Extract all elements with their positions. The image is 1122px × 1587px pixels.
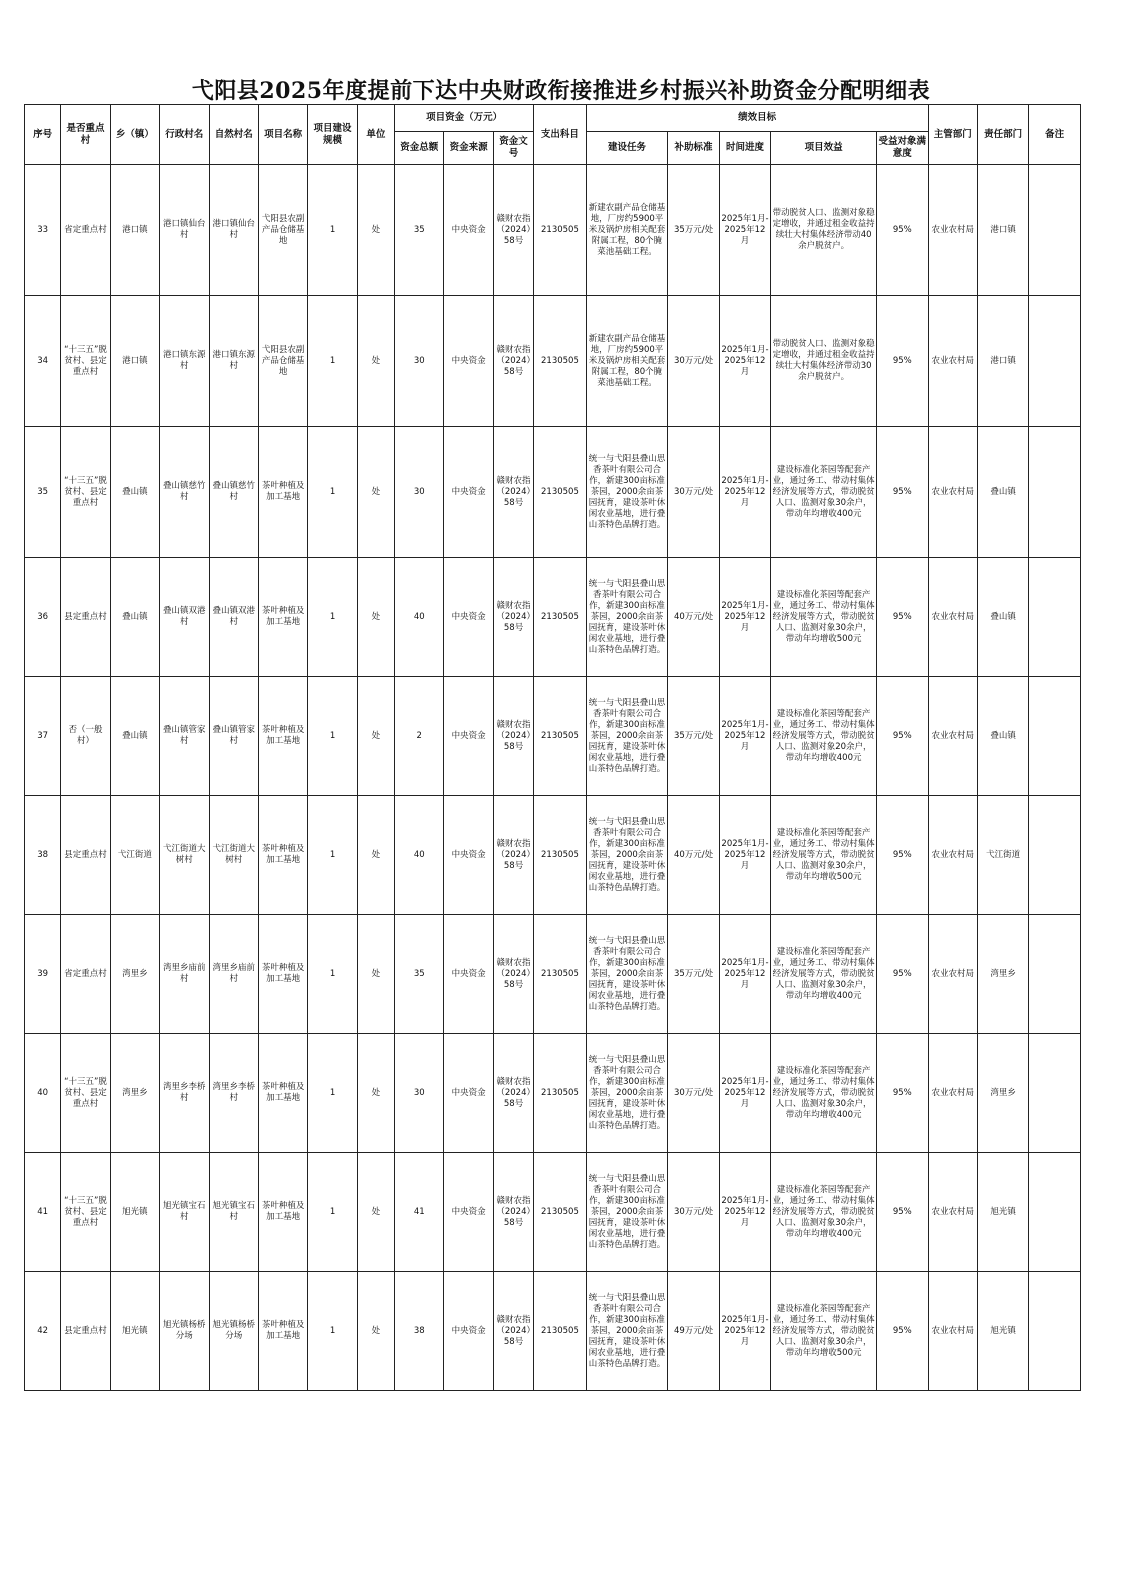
cell-key-village: “十三五”脱贫村、县定重点村 <box>61 1153 110 1272</box>
cell-dept-main: 农业农村局 <box>928 1272 977 1391</box>
cell-scale: 1 <box>308 915 357 1034</box>
cell-satisfaction: 95% <box>877 915 928 1034</box>
cell-task: 统一与弋阳县叠山思香茶叶有限公司合作，新建300亩标准茶园，2000余亩茶园抚育，建设茶叶休闲农业基地，进行叠山茶特色品牌打造。 <box>586 796 668 915</box>
cell-key-village: “十三五”脱贫村、县定重点村 <box>61 427 110 558</box>
cell-schedule: 2025年1月-2025年12月 <box>719 1153 770 1272</box>
cell-fund-source: 中央资金 <box>444 558 493 677</box>
table-row <box>25 296 1081 427</box>
cell-scale: 1 <box>308 1272 357 1391</box>
cell-unit: 处 <box>357 796 394 915</box>
cell-unit: 处 <box>357 1272 394 1391</box>
header-benefit: 项目效益 <box>771 132 877 165</box>
cell-dept-resp: 弋江街道 <box>977 796 1028 915</box>
cell-satisfaction: 95% <box>877 1272 928 1391</box>
cell-dept-main: 农业农村局 <box>928 165 977 296</box>
cell-satisfaction: 95% <box>877 1034 928 1153</box>
cell-schedule: 2025年1月-2025年12月 <box>719 677 770 796</box>
cell-natural-village: 叠山镇管家村 <box>209 677 258 796</box>
header-task: 建设任务 <box>586 132 668 165</box>
cell-natural-village: 湾里乡庙前村 <box>209 915 258 1034</box>
cell-schedule: 2025年1月-2025年12月 <box>719 296 770 427</box>
cell-fund-source: 中央资金 <box>444 796 493 915</box>
cell-fund-doc: 赣财农指（2024）58号 <box>493 915 533 1034</box>
cell-subject: 2130505 <box>534 1034 586 1153</box>
cell-seq: 37 <box>25 677 61 796</box>
cell-scale: 1 <box>308 558 357 677</box>
cell-benefit: 建设标准化茶园等配套产业，通过务工、带动村集体经济发展等方式，带动脱贫人口、监测对象30余户，带动年均增收500元 <box>771 1272 877 1391</box>
header-dept-main: 主管部门 <box>928 105 977 165</box>
cell-task: 统一与弋阳县叠山思香茶叶有限公司合作，新建300亩标准茶园，2000余亩茶园抚育，建设茶叶休闲农业基地，进行叠山茶特色品牌打造。 <box>586 1034 668 1153</box>
cell-admin-village: 旭光镇宝石村 <box>160 1153 209 1272</box>
cell-fund-total: 40 <box>395 558 444 677</box>
cell-note <box>1029 558 1081 677</box>
cell-fund-source: 中央资金 <box>444 296 493 427</box>
cell-benefit: 建设标准化茶园等配套产业，通过务工、带动村集体经济发展等方式，带动脱贫人口、监测对象30余户，带动年均增收400元 <box>771 427 877 558</box>
cell-project-name: 茶叶种植及加工基地 <box>258 1272 307 1391</box>
cell-benefit: 建设标准化茶园等配套产业，通过务工、带动村集体经济发展等方式，带动脱贫人口、监测对象30余户，带动年均增收500元 <box>771 558 877 677</box>
cell-township: 港口镇 <box>110 296 159 427</box>
cell-unit: 处 <box>357 558 394 677</box>
cell-key-village: 县定重点村 <box>61 796 110 915</box>
cell-dept-resp: 港口镇 <box>977 165 1028 296</box>
cell-fund-doc: 赣财农指（2024）58号 <box>493 677 533 796</box>
allocation-table <box>24 104 1081 1391</box>
cell-note <box>1029 1034 1081 1153</box>
cell-subject: 2130505 <box>534 165 586 296</box>
cell-benefit: 建设标准化茶园等配套产业，通过务工、带动村集体经济发展等方式，带动脱贫人口、监测对象30余户，带动年均增收400元 <box>771 1034 877 1153</box>
cell-satisfaction: 95% <box>877 677 928 796</box>
cell-standard: 30万元/处 <box>668 427 719 558</box>
header-dept-resp: 责任部门 <box>977 105 1028 165</box>
cell-note <box>1029 165 1081 296</box>
cell-dept-resp: 叠山镇 <box>977 427 1028 558</box>
cell-project-name: 茶叶种植及加工基地 <box>258 796 307 915</box>
cell-admin-village: 湾里乡庙前村 <box>160 915 209 1034</box>
cell-schedule: 2025年1月-2025年12月 <box>719 558 770 677</box>
cell-township: 湾里乡 <box>110 915 159 1034</box>
cell-project-name: 茶叶种植及加工基地 <box>258 427 307 558</box>
cell-natural-village: 叠山镇慈竹村 <box>209 427 258 558</box>
cell-benefit: 建设标准化茶园等配套产业，通过务工、带动村集体经济发展等方式，带动脱贫人口、监测对象30余户，带动年均增收400元 <box>771 915 877 1034</box>
cell-task: 统一与弋阳县叠山思香茶叶有限公司合作，新建300亩标准茶园，2000余亩茶园抚育，建设茶叶休闲农业基地，进行叠山茶特色品牌打造。 <box>586 558 668 677</box>
cell-task: 新建农副产品仓储基地，厂房约5900平米及锅炉房相关配套附属工程，80个腌菜池基础工程。 <box>586 296 668 427</box>
cell-fund-total: 40 <box>395 796 444 915</box>
cell-note <box>1029 677 1081 796</box>
table-row <box>25 1034 1081 1153</box>
cell-task: 统一与弋阳县叠山思香茶叶有限公司合作，新建300亩标准茶园，2000余亩茶园抚育，建设茶叶休闲农业基地，进行叠山茶特色品牌打造。 <box>586 1153 668 1272</box>
cell-scale: 1 <box>308 1153 357 1272</box>
cell-standard: 30万元/处 <box>668 1034 719 1153</box>
cell-seq: 41 <box>25 1153 61 1272</box>
cell-dept-resp: 旭光镇 <box>977 1272 1028 1391</box>
cell-project-name: 茶叶种植及加工基地 <box>258 1034 307 1153</box>
cell-dept-resp: 旭光镇 <box>977 1153 1028 1272</box>
cell-fund-source: 中央资金 <box>444 165 493 296</box>
cell-unit: 处 <box>357 1034 394 1153</box>
cell-seq: 40 <box>25 1034 61 1153</box>
cell-fund-doc: 赣财农指（2024）58号 <box>493 427 533 558</box>
cell-project-name: 弋阳县农副产品仓储基地 <box>258 296 307 427</box>
cell-standard: 35万元/处 <box>668 165 719 296</box>
cell-key-village: 县定重点村 <box>61 1272 110 1391</box>
cell-dept-main: 农业农村局 <box>928 677 977 796</box>
cell-task: 统一与弋阳县叠山思香茶叶有限公司合作，新建300亩标准茶园，2000余亩茶园抚育，建设茶叶休闲农业基地，进行叠山茶特色品牌打造。 <box>586 677 668 796</box>
cell-fund-doc: 赣财农指（2024）58号 <box>493 1034 533 1153</box>
table-row <box>25 558 1081 677</box>
cell-fund-total: 30 <box>395 1034 444 1153</box>
cell-project-name: 茶叶种植及加工基地 <box>258 915 307 1034</box>
cell-benefit: 建设标准化茶园等配套产业，通过务工、带动村集体经济发展等方式，带动脱贫人口、监测对象30余户，带动年均增收400元 <box>771 1153 877 1272</box>
header-admin-village: 行政村名 <box>160 105 209 165</box>
cell-note <box>1029 796 1081 915</box>
cell-natural-village: 旭光镇杨桥分场 <box>209 1272 258 1391</box>
cell-dept-resp: 湾里乡 <box>977 915 1028 1034</box>
header-unit: 单位 <box>357 105 394 165</box>
cell-project-name: 茶叶种植及加工基地 <box>258 677 307 796</box>
cell-natural-village: 港口镇东源村 <box>209 296 258 427</box>
cell-township: 旭光镇 <box>110 1153 159 1272</box>
cell-unit: 处 <box>357 427 394 558</box>
cell-satisfaction: 95% <box>877 165 928 296</box>
cell-fund-source: 中央资金 <box>444 1153 493 1272</box>
cell-fund-source: 中央资金 <box>444 677 493 796</box>
cell-scale: 1 <box>308 165 357 296</box>
table-row <box>25 677 1081 796</box>
cell-fund-source: 中央资金 <box>444 1034 493 1153</box>
cell-task: 统一与弋阳县叠山思香茶叶有限公司合作，新建300亩标准茶园，2000余亩茶园抚育，建设茶叶休闲农业基地，进行叠山茶特色品牌打造。 <box>586 915 668 1034</box>
cell-seq: 33 <box>25 165 61 296</box>
cell-admin-village: 叠山镇双港村 <box>160 558 209 677</box>
cell-task: 统一与弋阳县叠山思香茶叶有限公司合作，新建300亩标准茶园，2000余亩茶园抚育，建设茶叶休闲农业基地，进行叠山茶特色品牌打造。 <box>586 427 668 558</box>
cell-admin-village: 湾里乡李桥村 <box>160 1034 209 1153</box>
table-row <box>25 796 1081 915</box>
cell-standard: 35万元/处 <box>668 915 719 1034</box>
cell-satisfaction: 95% <box>877 427 928 558</box>
cell-subject: 2130505 <box>534 915 586 1034</box>
header-fund-total: 资金总额 <box>395 132 444 165</box>
cell-task: 统一与弋阳县叠山思香茶叶有限公司合作，新建300亩标准茶园，2000余亩茶园抚育，建设茶叶休闲农业基地，进行叠山茶特色品牌打造。 <box>586 1272 668 1391</box>
cell-schedule: 2025年1月-2025年12月 <box>719 165 770 296</box>
table-row <box>25 165 1081 296</box>
header-scale: 项目建设规模 <box>308 105 357 165</box>
cell-subject: 2130505 <box>534 796 586 915</box>
cell-schedule: 2025年1月-2025年12月 <box>719 1034 770 1153</box>
cell-admin-village: 弋江街道大树村 <box>160 796 209 915</box>
table-row <box>25 915 1081 1034</box>
cell-dept-main: 农业农村局 <box>928 558 977 677</box>
cell-project-name: 茶叶种植及加工基地 <box>258 1153 307 1272</box>
cell-note <box>1029 427 1081 558</box>
cell-key-village: 否（一般村） <box>61 677 110 796</box>
cell-schedule: 2025年1月-2025年12月 <box>719 1272 770 1391</box>
cell-fund-total: 30 <box>395 296 444 427</box>
cell-seq: 35 <box>25 427 61 558</box>
cell-benefit: 建设标准化茶园等配套产业，通过务工、带动村集体经济发展等方式，带动脱贫人口、监测对象20余户，带动年均增收400元 <box>771 677 877 796</box>
header-standard: 补助标准 <box>668 132 719 165</box>
cell-key-village: 省定重点村 <box>61 165 110 296</box>
cell-task: 新建农副产品仓储基地，厂房约5900平米及锅炉房相关配套附属工程，80个腌菜池基础工程。 <box>586 165 668 296</box>
cell-note <box>1029 296 1081 427</box>
cell-subject: 2130505 <box>534 427 586 558</box>
cell-standard: 40万元/处 <box>668 796 719 915</box>
header-natural-village: 自然村名 <box>209 105 258 165</box>
cell-key-village: 县定重点村 <box>61 558 110 677</box>
header-fund-doc: 资金文号 <box>493 132 533 165</box>
table-row <box>25 427 1081 558</box>
cell-township: 旭光镇 <box>110 1272 159 1391</box>
table-row <box>25 1153 1081 1272</box>
cell-dept-resp: 湾里乡 <box>977 1034 1028 1153</box>
cell-benefit: 带动脱贫人口、监测对象稳定增收，并通过租金收益持续壮大村集体经济带动30余户脱贫户。 <box>771 296 877 427</box>
cell-standard: 35万元/处 <box>668 677 719 796</box>
cell-fund-total: 41 <box>395 1153 444 1272</box>
cell-unit: 处 <box>357 296 394 427</box>
header-satisfaction: 受益对象满意度 <box>877 132 928 165</box>
header-subject: 支出科目 <box>534 105 586 165</box>
cell-satisfaction: 95% <box>877 558 928 677</box>
cell-unit: 处 <box>357 915 394 1034</box>
cell-subject: 2130505 <box>534 677 586 796</box>
cell-project-name: 茶叶种植及加工基地 <box>258 558 307 677</box>
cell-township: 弋江街道 <box>110 796 159 915</box>
header-performance: 绩效目标 <box>586 105 928 132</box>
cell-fund-doc: 赣财农指（2024）58号 <box>493 1153 533 1272</box>
cell-note <box>1029 1153 1081 1272</box>
header-township: 乡（镇） <box>110 105 159 165</box>
cell-dept-main: 农业农村局 <box>928 296 977 427</box>
header-schedule: 时间进度 <box>719 132 770 165</box>
header-funds: 项目资金（万元） <box>395 105 534 132</box>
cell-fund-source: 中央资金 <box>444 427 493 558</box>
cell-seq: 38 <box>25 796 61 915</box>
cell-unit: 处 <box>357 165 394 296</box>
header-fund-source: 资金来源 <box>444 132 493 165</box>
cell-fund-total: 35 <box>395 165 444 296</box>
cell-natural-village: 港口镇仙台村 <box>209 165 258 296</box>
cell-township: 叠山镇 <box>110 558 159 677</box>
cell-subject: 2130505 <box>534 558 586 677</box>
cell-subject: 2130505 <box>534 296 586 427</box>
cell-key-village: “十三五”脱贫村、县定重点村 <box>61 296 110 427</box>
cell-key-village: “十三五”脱贫村、县定重点村 <box>61 1034 110 1153</box>
cell-natural-village: 弋江街道大树村 <box>209 796 258 915</box>
cell-scale: 1 <box>308 1034 357 1153</box>
cell-township: 湾里乡 <box>110 1034 159 1153</box>
cell-fund-doc: 赣财农指（2024）58号 <box>493 1272 533 1391</box>
cell-standard: 30万元/处 <box>668 296 719 427</box>
cell-seq: 36 <box>25 558 61 677</box>
cell-admin-village: 旭光镇杨桥分场 <box>160 1272 209 1391</box>
cell-natural-village: 旭光镇宝石村 <box>209 1153 258 1272</box>
cell-seq: 39 <box>25 915 61 1034</box>
cell-fund-total: 35 <box>395 915 444 1034</box>
cell-project-name: 弋阳县农副产品仓储基地 <box>258 165 307 296</box>
cell-scale: 1 <box>308 296 357 427</box>
cell-schedule: 2025年1月-2025年12月 <box>719 915 770 1034</box>
cell-dept-main: 农业农村局 <box>928 1034 977 1153</box>
cell-fund-total: 38 <box>395 1272 444 1391</box>
cell-fund-source: 中央资金 <box>444 915 493 1034</box>
cell-fund-doc: 赣财农指（2024）58号 <box>493 558 533 677</box>
header-project-name: 项目名称 <box>258 105 307 165</box>
table-row <box>25 1272 1081 1391</box>
cell-satisfaction: 95% <box>877 296 928 427</box>
cell-unit: 处 <box>357 677 394 796</box>
header-key-village: 是否重点村 <box>61 105 110 165</box>
cell-dept-main: 农业农村局 <box>928 796 977 915</box>
cell-township: 港口镇 <box>110 165 159 296</box>
cell-dept-resp: 港口镇 <box>977 296 1028 427</box>
header-note: 备注 <box>1029 105 1081 165</box>
cell-seq: 34 <box>25 296 61 427</box>
cell-dept-main: 农业农村局 <box>928 915 977 1034</box>
cell-dept-resp: 叠山镇 <box>977 558 1028 677</box>
cell-seq: 42 <box>25 1272 61 1391</box>
cell-benefit: 带动脱贫人口、监测对象稳定增收，并通过租金收益持续壮大村集体经济带动40余户脱贫户。 <box>771 165 877 296</box>
cell-fund-total: 2 <box>395 677 444 796</box>
cell-dept-main: 农业农村局 <box>928 427 977 558</box>
cell-fund-doc: 赣财农指（2024）58号 <box>493 165 533 296</box>
cell-admin-village: 港口镇东源村 <box>160 296 209 427</box>
cell-standard: 30万元/处 <box>668 1153 719 1272</box>
cell-schedule: 2025年1月-2025年12月 <box>719 427 770 558</box>
cell-dept-resp: 叠山镇 <box>977 677 1028 796</box>
cell-satisfaction: 95% <box>877 796 928 915</box>
cell-admin-village: 港口镇仙台村 <box>160 165 209 296</box>
cell-township: 叠山镇 <box>110 677 159 796</box>
cell-subject: 2130505 <box>534 1153 586 1272</box>
cell-note <box>1029 915 1081 1034</box>
cell-fund-total: 30 <box>395 427 444 558</box>
cell-standard: 49万元/处 <box>668 1272 719 1391</box>
cell-fund-doc: 赣财农指（2024）58号 <box>493 796 533 915</box>
page-title: 弋阳县2025年度提前下达中央财政衔接推进乡村振兴补助资金分配明细表 <box>191 78 931 104</box>
cell-admin-village: 叠山镇管家村 <box>160 677 209 796</box>
cell-unit: 处 <box>357 1153 394 1272</box>
cell-benefit: 建设标准化茶园等配套产业，通过务工、带动村集体经济发展等方式，带动脱贫人口、监测对象30余户，带动年均增收500元 <box>771 796 877 915</box>
cell-note <box>1029 1272 1081 1391</box>
cell-schedule: 2025年1月-2025年12月 <box>719 796 770 915</box>
cell-natural-village: 叠山镇双港村 <box>209 558 258 677</box>
cell-satisfaction: 95% <box>877 1153 928 1272</box>
cell-township: 叠山镇 <box>110 427 159 558</box>
cell-scale: 1 <box>308 427 357 558</box>
cell-scale: 1 <box>308 677 357 796</box>
cell-admin-village: 叠山镇慈竹村 <box>160 427 209 558</box>
cell-scale: 1 <box>308 796 357 915</box>
cell-standard: 40万元/处 <box>668 558 719 677</box>
cell-fund-source: 中央资金 <box>444 1272 493 1391</box>
cell-fund-doc: 赣财农指（2024）58号 <box>493 296 533 427</box>
header-seq: 序号 <box>25 105 61 165</box>
cell-dept-main: 农业农村局 <box>928 1153 977 1272</box>
cell-natural-village: 湾里乡李桥村 <box>209 1034 258 1153</box>
cell-subject: 2130505 <box>534 1272 586 1391</box>
cell-key-village: 省定重点村 <box>61 915 110 1034</box>
